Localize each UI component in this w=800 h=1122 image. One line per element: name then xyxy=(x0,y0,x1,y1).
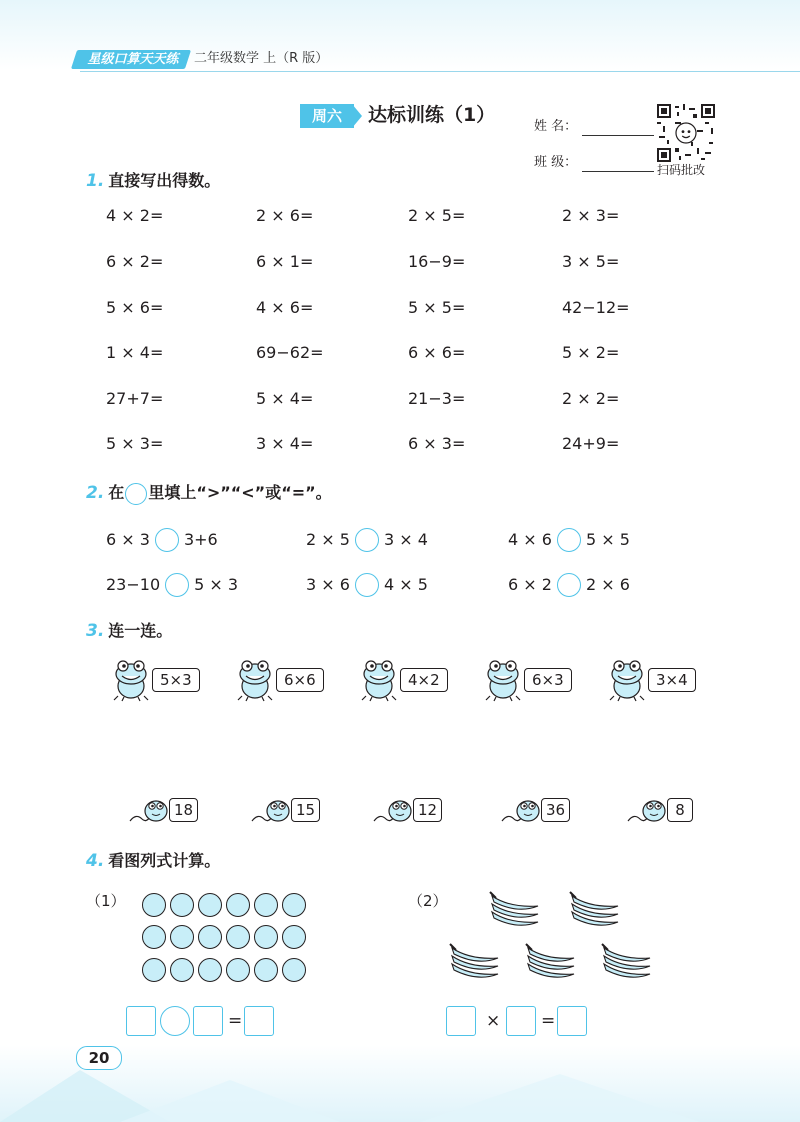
tadpole-result[interactable] xyxy=(626,795,693,825)
q3-number: 3. xyxy=(86,621,105,641)
q1-cell: 3 × 4= xyxy=(256,434,314,453)
q1-cell: 6 × 3= xyxy=(408,434,466,453)
q1-cell: 2 × 6= xyxy=(256,206,314,225)
frog-expression[interactable] xyxy=(484,658,572,702)
q1-title-text: 直接写出得数。 xyxy=(108,171,221,190)
q1-cell: 5 × 5= xyxy=(408,298,466,317)
comparison-left: 2 × 5 xyxy=(306,530,350,549)
q1-cell: 1 × 4= xyxy=(106,343,164,362)
comparison-item xyxy=(106,528,218,552)
q4-title xyxy=(86,850,220,872)
answer-box[interactable] xyxy=(446,1006,476,1036)
expression-box: 4×2 xyxy=(400,668,448,692)
q1-cell: 5 × 3= xyxy=(106,434,164,453)
frog-icon xyxy=(360,658,398,702)
q3-title-text: 连一连。 xyxy=(108,621,173,640)
expression-box: 6×3 xyxy=(524,668,572,692)
answer-circle[interactable] xyxy=(165,573,189,597)
qr-code-icon[interactable] xyxy=(657,104,715,162)
answer-box[interactable] xyxy=(126,1006,156,1036)
day-tag-arrow-icon xyxy=(352,104,362,128)
q2-title-pre: 在 xyxy=(108,483,125,502)
counting-circle xyxy=(198,893,222,917)
frog-expression[interactable] xyxy=(608,658,696,702)
q1-cell: 4 × 2= xyxy=(106,206,164,225)
comparison-left: 6 × 2 xyxy=(508,575,552,594)
header-divider xyxy=(80,71,800,72)
q4-title-text: 看图列式计算。 xyxy=(108,851,221,870)
equals-sign: = xyxy=(228,1011,243,1031)
q1-cell: 2 × 3= xyxy=(562,206,620,225)
counting-circle xyxy=(170,893,194,917)
q1-cell: 27+7= xyxy=(106,389,164,408)
counting-circle xyxy=(198,925,222,949)
result-box: 15 xyxy=(291,798,320,822)
q1-cell: 24+9= xyxy=(562,434,620,453)
page-title: 达标训练（1） xyxy=(368,104,496,126)
q1-cell: 16−9= xyxy=(408,252,466,271)
name-field[interactable] xyxy=(582,135,654,136)
frog-icon xyxy=(608,658,646,702)
name-label: 姓 名： xyxy=(534,119,578,134)
q2-title-post: 里填上“>”“<”或“=”。 xyxy=(148,483,332,502)
qr-caption: 扫码批改 xyxy=(657,163,706,177)
frog-icon xyxy=(112,658,150,702)
day-tag: 周六 xyxy=(300,104,354,128)
counting-circle xyxy=(282,893,306,917)
answer-circle[interactable] xyxy=(355,528,379,552)
tadpole-icon xyxy=(250,795,290,825)
comparison-left: 4 × 6 xyxy=(508,530,552,549)
counting-circle xyxy=(142,958,166,982)
q1-cell: 2 × 5= xyxy=(408,206,466,225)
counting-circle xyxy=(170,925,194,949)
tadpole-icon xyxy=(372,795,412,825)
comparison-item xyxy=(106,573,238,597)
comparison-left: 3 × 6 xyxy=(306,575,350,594)
comparison-right: 2 × 6 xyxy=(585,575,630,594)
counting-circle xyxy=(142,925,166,949)
q1-cell: 6 × 1= xyxy=(256,252,314,271)
comparison-left: 23−10 xyxy=(106,575,161,594)
q1-cell: 5 × 2= xyxy=(562,343,620,362)
comparison-item xyxy=(306,573,428,597)
part2-label: （2） xyxy=(408,892,448,910)
answer-circle[interactable] xyxy=(557,573,581,597)
answer-circle[interactable] xyxy=(557,528,581,552)
comparison-right: 3 × 4 xyxy=(383,530,428,549)
class-field[interactable] xyxy=(582,171,654,172)
tadpole-icon xyxy=(128,795,168,825)
banana-bunch-icon xyxy=(488,888,542,934)
frog-expression[interactable] xyxy=(360,658,448,702)
counting-circle xyxy=(282,958,306,982)
counting-circle xyxy=(226,893,250,917)
comparison-item xyxy=(508,528,630,552)
q1-cell: 3 × 5= xyxy=(562,252,620,271)
q1-cell: 4 × 6= xyxy=(256,298,314,317)
counting-circle xyxy=(226,925,250,949)
q4-number: 4. xyxy=(86,851,105,871)
counting-circle xyxy=(254,925,278,949)
expression-box: 5×3 xyxy=(152,668,200,692)
page-number: 20 xyxy=(76,1046,122,1070)
q1-cell: 5 × 4= xyxy=(256,389,314,408)
tadpole-result[interactable] xyxy=(500,795,570,825)
banana-bunch-icon xyxy=(524,940,578,986)
comparison-right: 4 × 5 xyxy=(383,575,428,594)
q1-number: 1. xyxy=(86,171,105,191)
answer-box[interactable] xyxy=(506,1006,536,1036)
counting-circle xyxy=(170,958,194,982)
answer-box[interactable] xyxy=(557,1006,587,1036)
comparison-right: 3+6 xyxy=(183,530,218,549)
counting-circle xyxy=(198,958,222,982)
counting-circle xyxy=(226,958,250,982)
comparison-item xyxy=(508,573,630,597)
comparison-right: 5 × 3 xyxy=(194,575,239,594)
class-label: 班 级： xyxy=(534,155,578,170)
tadpole-result[interactable] xyxy=(128,795,198,825)
frog-expression[interactable] xyxy=(112,658,200,702)
part1-label: （1） xyxy=(86,892,126,910)
q1-cell: 5 × 6= xyxy=(106,298,164,317)
result-box: 36 xyxy=(541,798,570,822)
answer-box[interactable] xyxy=(244,1006,274,1036)
expression-box: 6×6 xyxy=(276,668,324,692)
q3-title xyxy=(86,620,172,642)
frog-icon xyxy=(236,658,274,702)
series-name: 星级口算天天练 xyxy=(87,52,179,67)
answer-circle[interactable] xyxy=(155,528,179,552)
tadpole-result[interactable] xyxy=(372,795,442,825)
q2-title-circle xyxy=(125,483,147,505)
times-sign: × xyxy=(486,1011,501,1031)
comparison-left: 6 × 3 xyxy=(106,530,150,549)
result-box: 18 xyxy=(169,798,198,822)
q1-cell: 2 × 2= xyxy=(562,389,620,408)
comparison-item xyxy=(306,528,428,552)
comparison-right: 5 × 5 xyxy=(585,530,630,549)
banana-bunch-icon xyxy=(600,940,654,986)
expression-box: 3×4 xyxy=(648,668,696,692)
answer-circle[interactable] xyxy=(355,573,379,597)
book-title: 二年级数学 上（R 版） xyxy=(194,51,329,66)
q1-cell: 42−12= xyxy=(562,298,630,317)
q1-cell: 69−62= xyxy=(256,343,324,362)
q2-title xyxy=(86,482,332,505)
equals-sign: = xyxy=(541,1011,556,1031)
q1-title xyxy=(86,170,220,192)
tadpole-result[interactable] xyxy=(250,795,320,825)
answer-box[interactable] xyxy=(193,1006,223,1036)
frog-icon xyxy=(484,658,522,702)
counting-circle xyxy=(254,958,278,982)
q1-cell: 21−3= xyxy=(408,389,466,408)
q2-number: 2. xyxy=(86,483,105,503)
banana-bunch-icon xyxy=(448,940,502,986)
q1-cell: 6 × 6= xyxy=(408,343,466,362)
frog-expression[interactable] xyxy=(236,658,324,702)
banana-bunch-icon xyxy=(568,888,622,934)
counting-circle xyxy=(282,925,306,949)
counting-circle xyxy=(254,893,278,917)
result-box: 8 xyxy=(667,798,693,822)
tadpole-icon xyxy=(500,795,540,825)
counting-circle xyxy=(142,893,166,917)
tadpole-icon xyxy=(626,795,666,825)
operator-circle[interactable] xyxy=(160,1006,190,1036)
result-box: 12 xyxy=(413,798,442,822)
q1-cell: 6 × 2= xyxy=(106,252,164,271)
